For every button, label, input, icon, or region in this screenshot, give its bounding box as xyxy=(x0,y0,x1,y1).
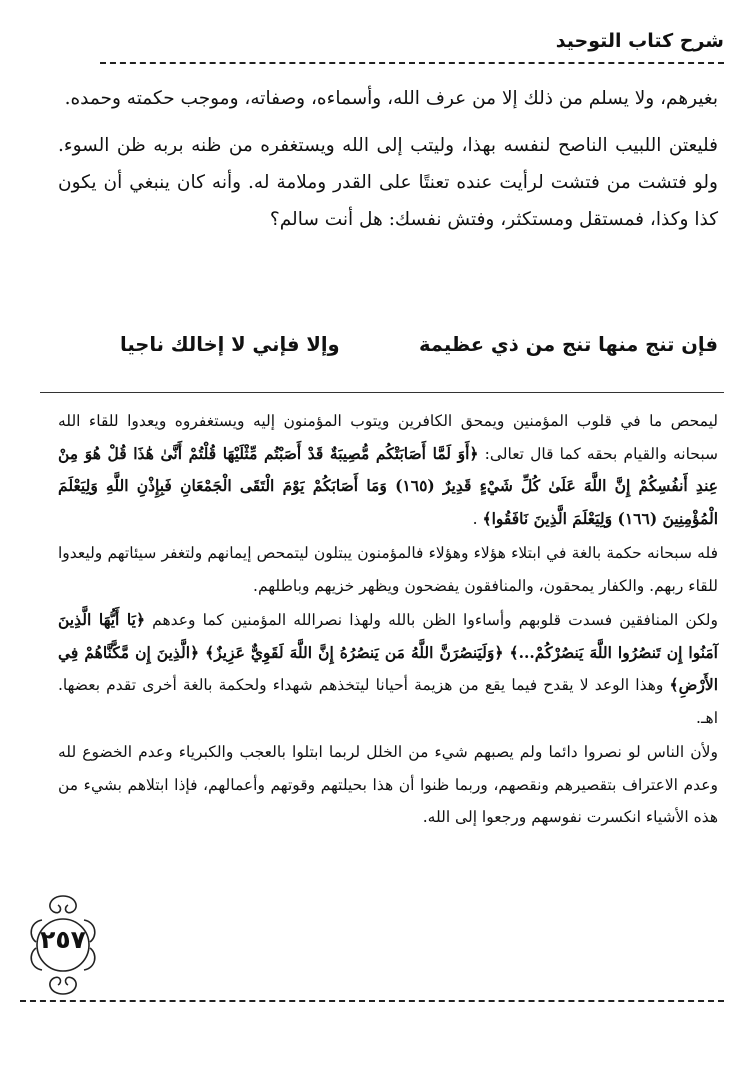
page-number: ٢٥٧ xyxy=(40,925,86,954)
footnote-text: وهذا الوعد لا يقدح فيما يقع من هزيمة أحيانا ليتخذهم شهداء ولحكمة بالغة أخرى تقدم بعضها. اهـ. xyxy=(58,676,718,727)
footnote-paragraph xyxy=(58,604,718,734)
footnote-paragraph: فله سبحانه حكمة بالغة في ابتلاء هؤلاء وهؤلاء فالمؤمنون يبتلون ليتمحص إيمانهم ولتغفر سيئاتهم وليعدوا للقاء ربهم. والكفار يمحقون، والمنافقون يفضحون ويظهر خزيهم وباطلهم. xyxy=(58,544,718,595)
quran-quote: ﴿وَلَيَنصُرَنَّ اللَّهُ مَن يَنصُرُهُ إِنَّ اللَّهَ لَقَوِيٌّ عَزِيزٌ﴾ xyxy=(199,642,510,662)
footnote-text: . xyxy=(472,509,483,528)
quran-quote: ﴿يَا أَيُّهَا الَّذِينَ آمَنُوا إِن تَنصُرُوا اللَّهَ يَنصُرْكُمْ...﴾ xyxy=(58,610,718,662)
footnote-text: ولكن المنافقين فسدت قلوبهم وأساءوا الظن بالله ولهذا نصرالله المؤمنين كما وعدهم xyxy=(145,611,718,629)
footnote-text: ليمحص ما في قلوب المؤمنين ويمحق الكافرين ويتوب المؤمنون إليه ويستغفروه ويعدوا للقاء الله سبحانه والقيام بحقه كما قال تعالى: xyxy=(58,412,718,463)
footer-dashed-rule xyxy=(20,1000,724,1002)
main-paragraph: فليعتن اللبيب الناصح لنفسه بهذا، وليتب إلى الله ويستغفره من ظنه بربه ظن السوء. ولو فتشت من فتشت لرأيت عنده تعنتًا على القدر وملامة له. وأنه كان ينبغي أن يكون كذا وكذا، فمستقل ومستكثر، وفتش نفسك: هل أنت سالم؟ xyxy=(58,135,718,230)
page-header xyxy=(40,22,724,70)
running-title: شرح كتاب التوحيد xyxy=(555,30,724,52)
poetry-verse xyxy=(120,333,718,356)
footnote-separator xyxy=(40,392,724,393)
verse-second-hemistich: وإلا فإني لا إخالك ناجيا xyxy=(120,333,340,356)
footnotes xyxy=(58,405,718,834)
quran-quote: ﴿أَوَ لَمَّا أَصَابَتْكُم مُّصِيبَةٌ قَدْ أَصَبْتُم مِّثْلَيْهَا قُلْتُمْ أَنَّىٰ هَٰذَا قُلْ هُوَ مِنْ عِندِ أَنفُسِكُمْ إِنَّ اللَّهَ عَلَىٰ كُلِّ شَيْءٍ قَدِيرٌ (١٦٥) وَمَا أَصَابَكُمْ يَوْمَ الْتَقَى الْجَمْعَانِ فَبِإِذْنِ اللَّهِ وَلِيَعْلَمَ الْمُؤْمِنِينَ (١٦٦) وَلِيَعْلَمَ الَّذِينَ نَافَقُوا﴾ xyxy=(58,443,718,528)
footnote-paragraph: ولأن الناس لو نصروا دائما ولم يصبهم شيء من الخلل لربما ابتلوا بالعجب والكبرياء وعدم الخضوع لله وعدم الاعتراف بتقصيرهم ونقصهم، وربما ظنوا أن هذا بحيلتهم وقوتهم وأعمالهم، فإذا ابتلاهم بشيء من هذه الأشياء انكسرت نفوسهم ورجعوا إلى الله. xyxy=(58,743,718,826)
main-text xyxy=(58,80,718,238)
header-dashed-rule xyxy=(100,62,724,64)
quran-quote: ﴿الَّذِينَ إِن مَّكَّنَّاهُمْ فِي الأَرْضِ﴾ xyxy=(58,642,718,694)
main-paragraph: بغيرهم، ولا يسلم من ذلك إلا من عرف الله، وأسماءه، وصفاته، وموجب حكمته وحمده. xyxy=(64,88,718,109)
verse-first-hemistich: فإن تنج منها تنج من ذي عظيمة xyxy=(418,333,718,356)
footnote-paragraph xyxy=(58,405,718,535)
